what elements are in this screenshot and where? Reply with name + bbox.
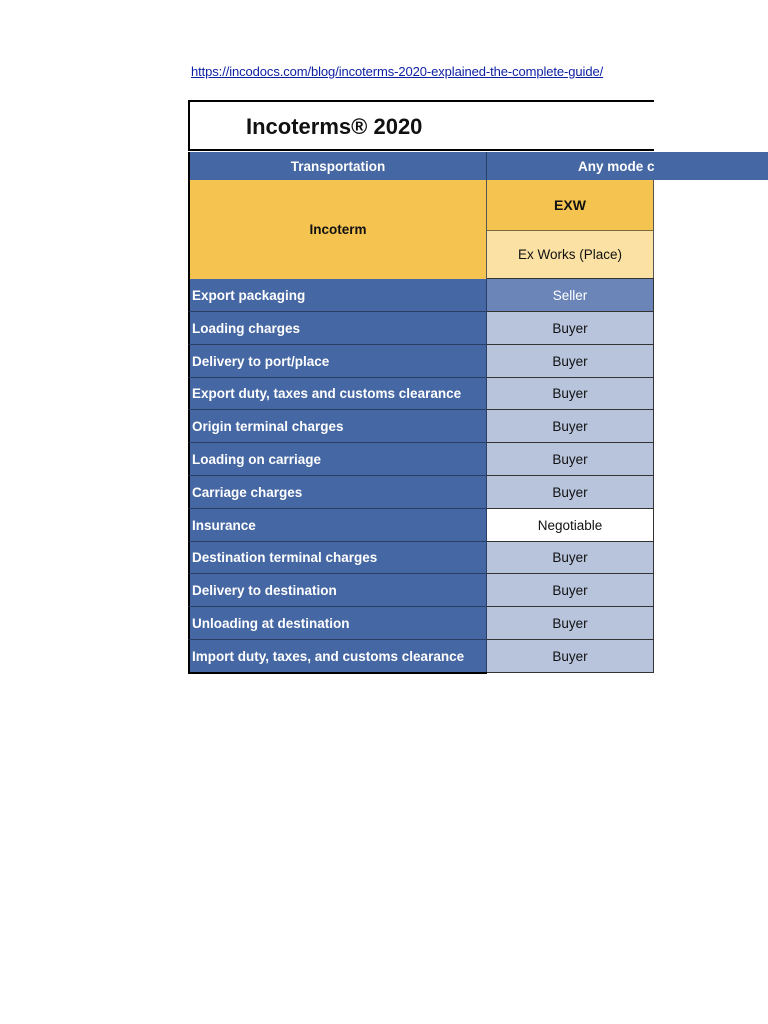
row-value-text: Buyer [552,320,588,336]
row-label-origin-terminal[interactable] [188,410,487,443]
row-label-export-duty[interactable] [188,378,487,410]
row-label-text: Origin terminal charges [192,418,344,434]
row-label-insurance[interactable] [188,509,487,542]
table-bottom-border [188,672,487,674]
exw-name: Ex Works (Place) [517,247,623,262]
row-value-delivery-to-port[interactable] [487,345,654,378]
exw-name-cell[interactable] [487,231,654,279]
row-value-text: Buyer [552,582,588,598]
incoterm-label: Incoterm [309,222,367,237]
exw-code-cell[interactable] [487,180,654,231]
row-value-carriage-charges[interactable] [487,476,654,509]
exw-code: EXW [554,197,586,213]
row-value-text: Buyer [552,484,588,500]
row-value-text: Negotiable [537,517,603,533]
row-label-loading-charges[interactable] [188,312,487,345]
page-title: Incoterms® 2020 [246,114,423,139]
row-label-delivery-to-destination[interactable] [188,574,487,607]
mode-header-label: Any mode c [578,158,655,174]
transportation-header-label: Transportation [290,158,386,174]
row-value-text: Buyer [552,648,588,664]
row-label-text: Export duty, taxes and customs clearance [192,386,462,401]
row-label-delivery-to-port[interactable] [188,345,487,378]
row-value-destination-terminal[interactable] [487,542,654,574]
row-label-loading-on-carriage[interactable] [188,443,487,476]
row-label-text: Delivery to destination [192,582,337,598]
title-cell[interactable] [188,100,654,151]
row-label-text: Unloading at destination [192,615,350,631]
row-value-delivery-to-destination[interactable] [487,574,654,607]
row-value-text: Buyer [552,550,588,565]
row-label-text: Delivery to port/place [192,353,330,369]
row-value-text: Buyer [552,353,588,369]
mode-header[interactable] [487,152,768,180]
row-value-loading-charges[interactable] [487,312,654,345]
row-label-export-packaging[interactable] [188,279,487,312]
row-value-origin-terminal[interactable] [487,410,654,443]
row-label-carriage-charges[interactable] [188,476,487,509]
row-label-text: Destination terminal charges [192,550,378,565]
row-label-text: Loading charges [192,320,301,336]
row-value-text: Seller [552,287,588,303]
row-label-text: Insurance [192,517,256,533]
row-label-unloading-at-destination[interactable] [188,607,487,640]
row-value-export-duty[interactable] [487,378,654,410]
row-value-text: Buyer [552,451,588,467]
row-label-text: Import duty, taxes, and customs clearance [192,648,465,664]
row-value-text: Buyer [552,418,588,434]
row-value-text: Buyer [552,386,588,401]
incoterm-label-cell[interactable] [188,180,487,279]
row-value-export-packaging[interactable] [487,279,654,312]
transportation-header[interactable] [188,152,487,180]
row-value-loading-on-carriage[interactable] [487,443,654,476]
row-label-import-duty[interactable] [188,640,487,673]
row-value-import-duty[interactable] [487,640,654,673]
row-label-text: Loading on carriage [192,451,322,467]
row-label-text: Carriage charges [192,484,303,500]
row-value-text: Buyer [552,615,588,631]
row-label-text: Export packaging [192,287,306,303]
row-label-destination-terminal[interactable] [188,542,487,574]
row-value-insurance[interactable] [487,509,654,542]
row-value-unloading-at-destination[interactable] [487,607,654,640]
source-link[interactable]: https://incodocs.com/blog/incoterms-2020-explained-the-complete-guide/ [191,64,604,79]
